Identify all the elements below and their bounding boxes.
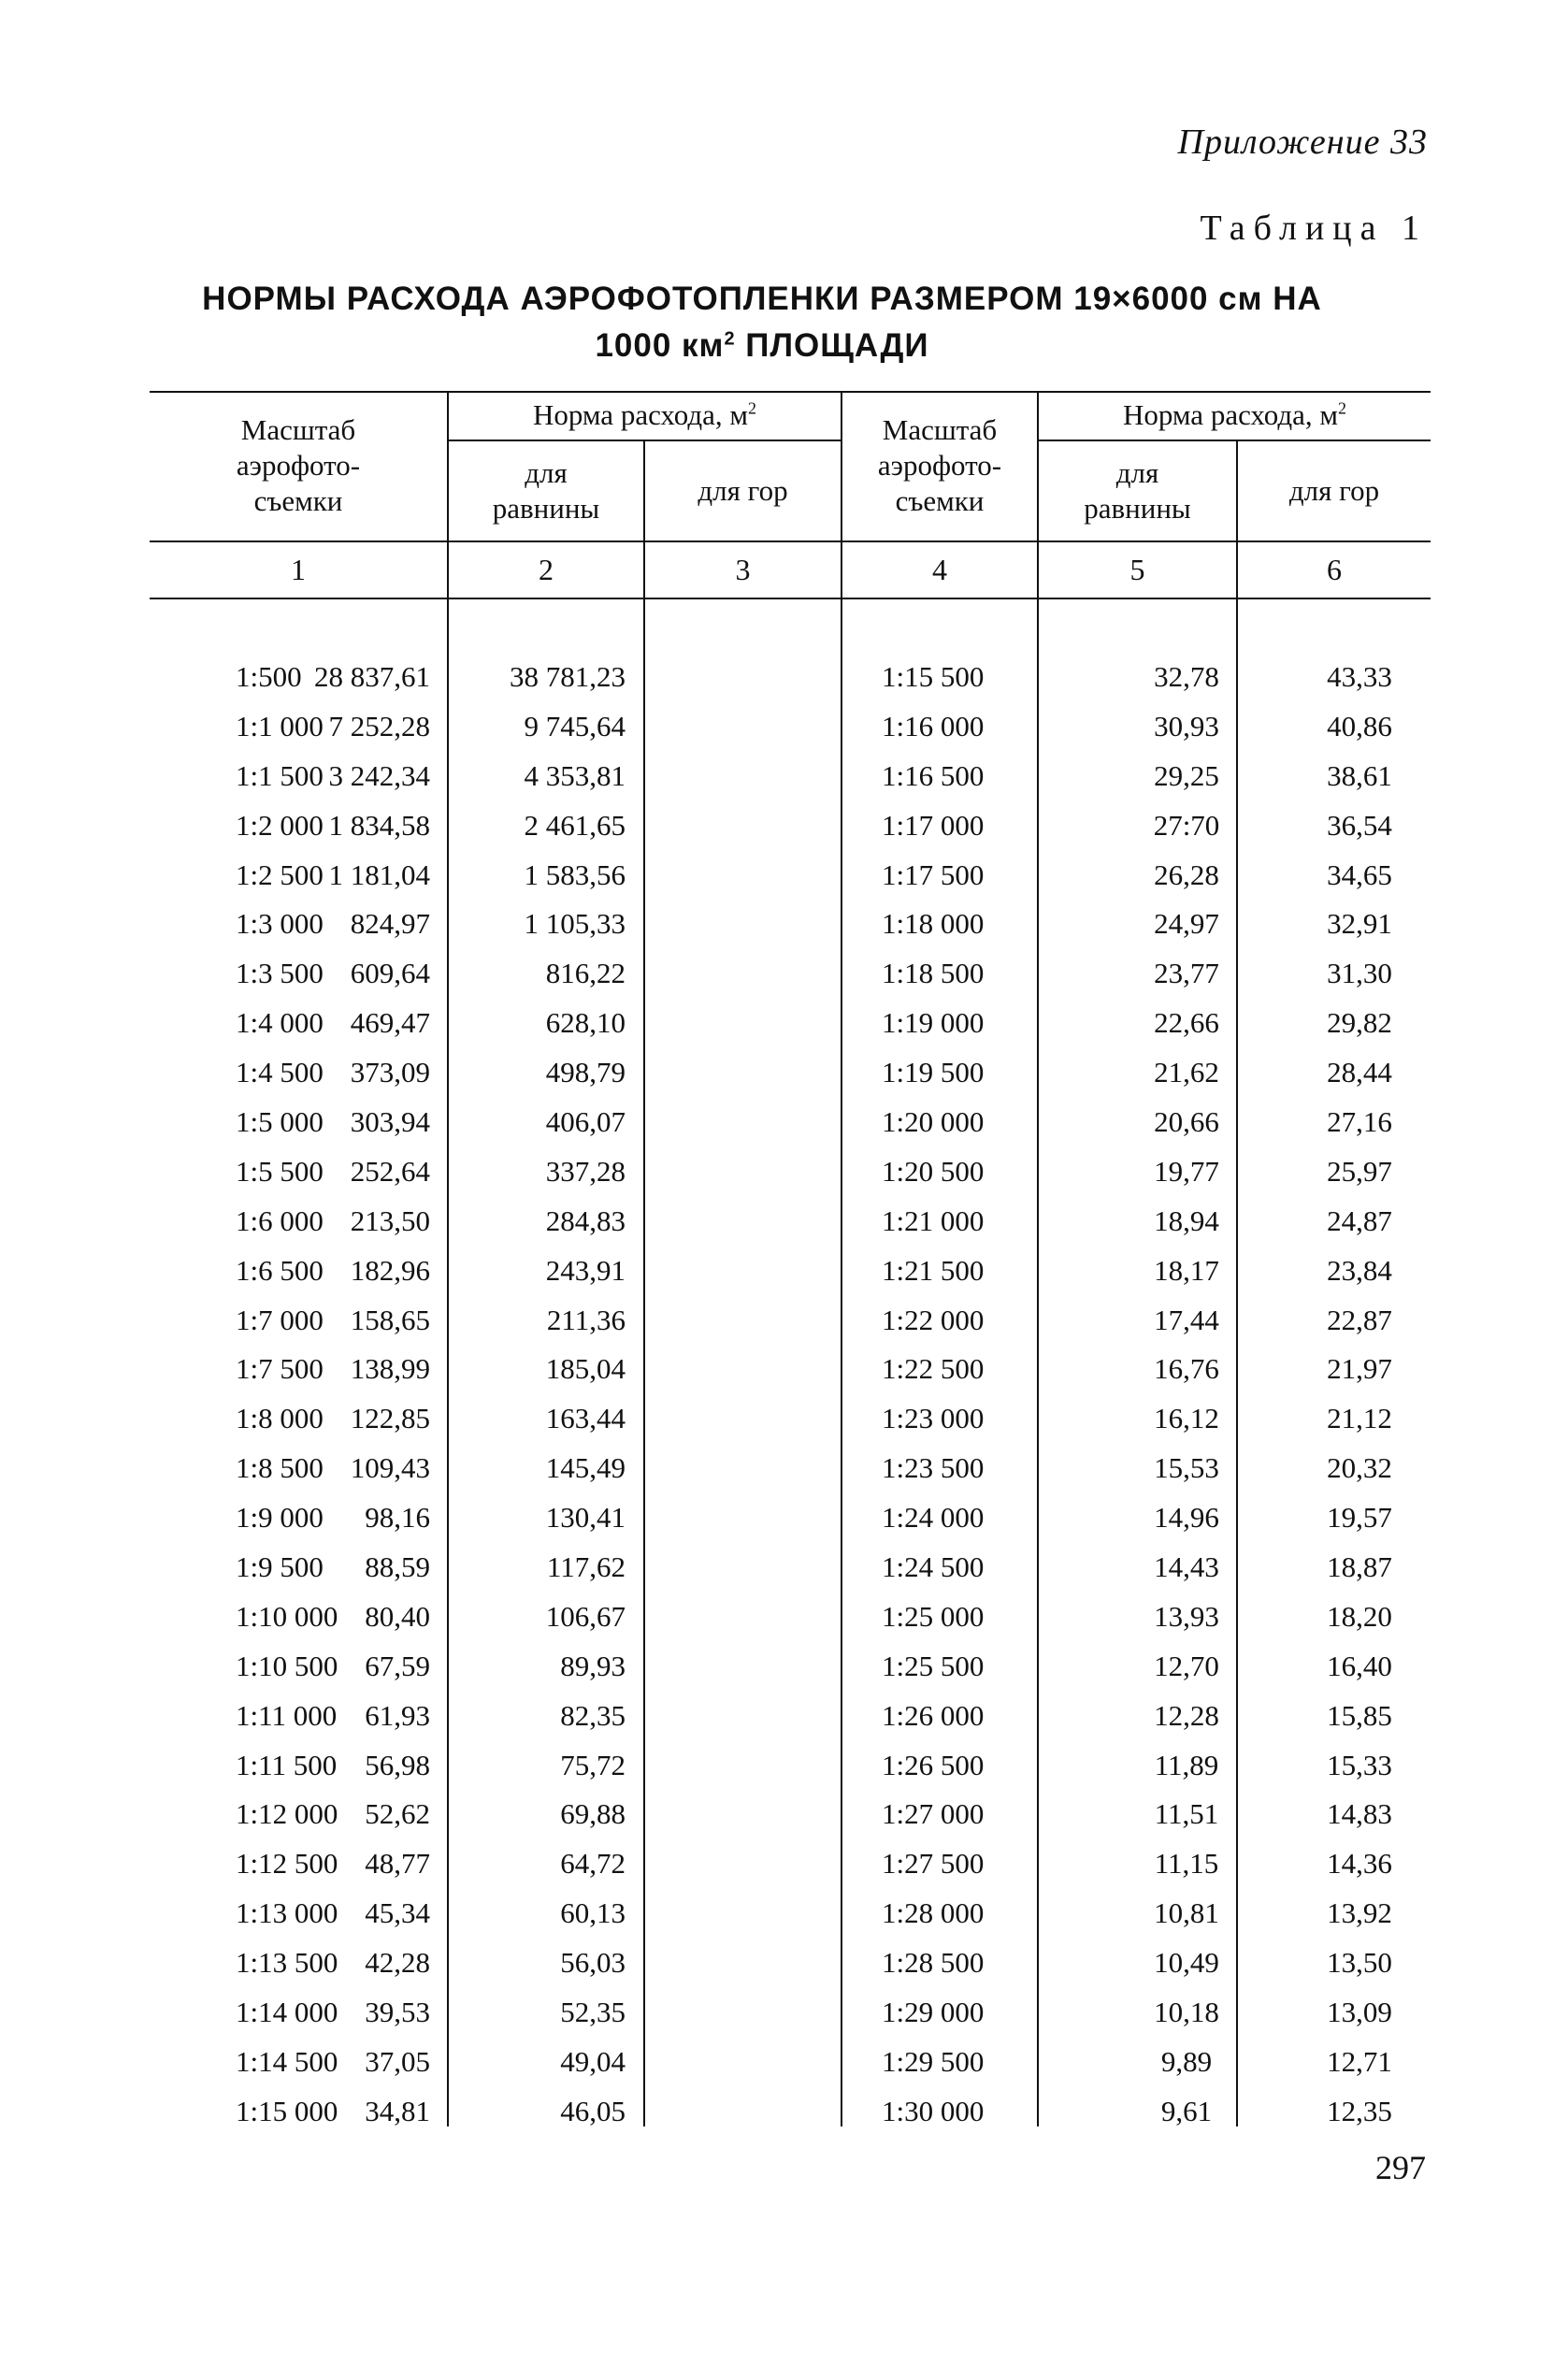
scale-left-cell: 1:9 000 bbox=[236, 1501, 324, 1535]
plains-right-cell: 10,81 bbox=[1154, 1896, 1219, 1930]
scale-right-cell: 1:28 500 bbox=[882, 1946, 985, 1980]
scale-header-line-1: Масштаб bbox=[240, 413, 356, 446]
scale-header-line-2: аэрофото- bbox=[236, 449, 361, 482]
plains-left-cell: 39,53 bbox=[365, 1996, 430, 2029]
mountains-right-cell: 25,97 bbox=[1327, 1154, 1392, 1188]
scale-right-cell: 1:20 500 bbox=[882, 1154, 985, 1188]
plains-right-cell: 9,61 bbox=[1160, 2094, 1213, 2127]
scale-left-cell: 1:14 500 bbox=[236, 2044, 338, 2078]
plains-left-cell: 80,40 bbox=[365, 1599, 430, 1633]
table-row bbox=[150, 1197, 1431, 1247]
mountains-right-cell: 19,57 bbox=[1327, 1501, 1392, 1535]
scale-header-line-2: аэрофото- bbox=[877, 449, 1002, 482]
mountains-right-cell: 15,33 bbox=[1327, 1748, 1392, 1781]
plains-right-cell: 22,66 bbox=[1154, 1006, 1219, 1040]
scale-right-cell: 1:17 500 bbox=[882, 858, 985, 891]
mountains-right-cell: 14,83 bbox=[1327, 1797, 1392, 1831]
table-row bbox=[150, 1543, 1431, 1593]
mountains-right-cell: 14,36 bbox=[1327, 1847, 1392, 1881]
plains-right-cell: 23,77 bbox=[1154, 957, 1219, 990]
mountains-header-text: для гор bbox=[698, 474, 788, 507]
scale-right-cell: 1:20 000 bbox=[882, 1105, 985, 1139]
scale-left-cell: 1:6 500 bbox=[236, 1253, 324, 1287]
mountains-left-cell: 2 461,65 bbox=[524, 808, 626, 842]
table-title bbox=[150, 276, 1374, 369]
table-row bbox=[150, 1247, 1431, 1296]
plains-right-cell: 21,62 bbox=[1154, 1056, 1219, 1089]
mountains-right-cell: 20,32 bbox=[1327, 1451, 1392, 1485]
table-row bbox=[150, 1692, 1431, 1741]
plains-right-cell: 14,43 bbox=[1154, 1550, 1219, 1584]
mountains-left-cell: 498,79 bbox=[545, 1056, 626, 1089]
mountains-right-cell: 16,40 bbox=[1327, 1649, 1392, 1682]
scale-right-cell: 1:30 000 bbox=[882, 2094, 985, 2127]
mountains-right-cell: 18,20 bbox=[1327, 1599, 1392, 1633]
scale-left-cell: 1:2 500 bbox=[236, 858, 324, 891]
table-row bbox=[150, 1988, 1431, 2038]
scale-right-cell: 1:25 000 bbox=[882, 1599, 985, 1633]
mountains-right-cell: 21,97 bbox=[1327, 1352, 1392, 1386]
mountains-right-cell: 13,92 bbox=[1327, 1896, 1392, 1930]
norm-header-text: Норма расхода, м bbox=[1122, 398, 1339, 431]
scale-left-cell: 1:10 000 bbox=[236, 1599, 338, 1633]
scale-right-cell: 1:15 500 bbox=[882, 660, 985, 693]
mountains-left-cell: 130,41 bbox=[545, 1501, 626, 1535]
plains-right-cell: 13,93 bbox=[1154, 1599, 1219, 1633]
title-line-2 bbox=[150, 323, 1374, 369]
title-line-2-post: ПЛОЩАДИ bbox=[735, 327, 929, 364]
column-number-1: 1 bbox=[291, 553, 306, 586]
scale-right-cell: 1:21 000 bbox=[882, 1204, 985, 1237]
plains-right-cell: 14,96 bbox=[1154, 1501, 1219, 1535]
table-row bbox=[150, 1147, 1431, 1197]
plains-left-cell: 182,96 bbox=[350, 1253, 430, 1287]
scale-right-cell: 1:22 000 bbox=[882, 1303, 985, 1336]
plains-right-cell: 12,70 bbox=[1154, 1649, 1219, 1682]
mountains-left-cell: 9 745,64 bbox=[524, 709, 626, 742]
mountains-right-cell: 21,12 bbox=[1327, 1402, 1392, 1435]
plains-right-cell: 30,93 bbox=[1154, 709, 1219, 742]
plains-header-line-1: для bbox=[525, 456, 568, 489]
scale-right-cell: 1:27 000 bbox=[882, 1797, 985, 1831]
mountains-left-cell: 117,62 bbox=[546, 1550, 626, 1584]
column-number-4: 4 bbox=[932, 553, 947, 586]
mountains-right-cell: 34,65 bbox=[1327, 858, 1392, 891]
plains-left-cell: 469,47 bbox=[350, 1006, 430, 1040]
plains-left-cell: 109,43 bbox=[350, 1451, 430, 1485]
mountains-left-cell: 38 781,23 bbox=[510, 660, 626, 693]
plains-right-cell: 11,15 bbox=[1154, 1847, 1219, 1881]
scale-left-cell: 1:1 500 bbox=[236, 758, 324, 792]
plains-right-cell: 18,17 bbox=[1154, 1253, 1219, 1287]
scale-right-cell: 1:17 000 bbox=[882, 808, 985, 842]
mountains-left-cell: 185,04 bbox=[545, 1352, 626, 1386]
mountains-left-cell: 243,91 bbox=[545, 1253, 626, 1287]
mountains-right-cell: 24,87 bbox=[1327, 1204, 1392, 1237]
mountains-left-cell: 406,07 bbox=[545, 1105, 626, 1139]
plains-left-cell: 213,50 bbox=[350, 1204, 430, 1237]
column-number-5: 5 bbox=[1129, 553, 1145, 586]
plains-left-cell: 88,59 bbox=[365, 1550, 430, 1584]
table-row bbox=[150, 1790, 1431, 1839]
mountains-right-cell: 43,33 bbox=[1327, 660, 1392, 693]
table-row bbox=[150, 1098, 1431, 1147]
scale-left-cell: 1:500 bbox=[236, 660, 302, 693]
mountains-right-cell: 32,91 bbox=[1327, 907, 1392, 941]
header-mountains-right bbox=[1238, 441, 1431, 541]
scale-left-cell: 1:11 000 bbox=[236, 1698, 338, 1732]
mountains-right-cell: 29,82 bbox=[1327, 1006, 1392, 1040]
scale-left-cell: 1:12 500 bbox=[236, 1847, 338, 1881]
table-body bbox=[150, 599, 1431, 2126]
plains-left-cell: 48,77 bbox=[365, 1847, 430, 1881]
mountains-left-cell: 75,72 bbox=[560, 1748, 626, 1781]
table-row bbox=[150, 1593, 1431, 1642]
scale-left-cell: 1:2 000 bbox=[236, 808, 324, 842]
scale-left-cell: 1:9 500 bbox=[236, 1550, 324, 1584]
mountains-right-cell: 22,87 bbox=[1327, 1303, 1392, 1336]
column-number-6: 6 bbox=[1327, 553, 1342, 586]
table-row bbox=[150, 1889, 1431, 1939]
table-row bbox=[150, 1296, 1431, 1346]
scale-right-cell: 1:19 000 bbox=[882, 1006, 985, 1040]
scale-left-cell: 1:14 000 bbox=[236, 1996, 338, 2029]
mountains-left-cell: 4 353,81 bbox=[524, 758, 626, 792]
scale-left-cell: 1:15 000 bbox=[236, 2094, 338, 2127]
scale-left-cell: 1:3 000 bbox=[236, 907, 324, 941]
header-mountains-left bbox=[645, 441, 841, 541]
mountains-left-cell: 46,05 bbox=[560, 2094, 626, 2127]
table-header bbox=[150, 391, 1431, 599]
mountains-right-cell: 13,50 bbox=[1327, 1946, 1392, 1980]
table-row bbox=[150, 752, 1431, 801]
mountains-right-cell: 27,16 bbox=[1327, 1105, 1392, 1139]
plains-right-cell: 16,12 bbox=[1154, 1402, 1219, 1435]
mountains-header-text: для гор bbox=[1288, 474, 1380, 507]
table-row bbox=[150, 2038, 1431, 2087]
header-scale-right bbox=[842, 391, 1037, 541]
scale-right-cell: 1:16 000 bbox=[882, 709, 985, 742]
scale-left-cell: 1:5 000 bbox=[236, 1105, 324, 1139]
scale-left-cell: 1:10 500 bbox=[236, 1649, 338, 1682]
scale-left-cell: 1:8 500 bbox=[236, 1451, 324, 1485]
scale-left-cell: 1:12 000 bbox=[236, 1797, 338, 1831]
mountains-left-cell: 1 105,33 bbox=[524, 907, 626, 941]
scale-right-cell: 1:18 500 bbox=[882, 957, 985, 990]
plains-right-cell: 20,66 bbox=[1154, 1105, 1219, 1139]
scale-right-cell: 1:16 500 bbox=[882, 758, 985, 792]
page-number: 297 bbox=[1375, 2149, 1426, 2186]
mountains-left-cell: 337,28 bbox=[545, 1154, 626, 1188]
plains-right-cell: 16,76 bbox=[1154, 1352, 1219, 1386]
mountains-left-cell: 628,10 bbox=[545, 1006, 626, 1040]
table-row bbox=[150, 801, 1431, 851]
plains-right-cell: 17,44 bbox=[1154, 1303, 1219, 1336]
table-row bbox=[150, 1642, 1431, 1692]
plains-left-cell: 42,28 bbox=[365, 1946, 430, 1980]
scale-left-cell: 1:5 500 bbox=[236, 1154, 324, 1188]
scale-right-cell: 1:19 500 bbox=[882, 1056, 985, 1089]
plains-header-line-2: равнины bbox=[1084, 492, 1191, 525]
table-row bbox=[150, 653, 1431, 702]
plains-right-cell: 18,94 bbox=[1154, 1204, 1219, 1237]
column-number-3: 3 bbox=[735, 553, 751, 586]
table-row bbox=[150, 900, 1431, 949]
mountains-left-cell: 56,03 bbox=[560, 1946, 626, 1980]
scale-left-cell: 1:3 500 bbox=[236, 957, 324, 990]
norm-header-sup: 2 bbox=[748, 398, 757, 418]
plains-left-cell: 37,05 bbox=[365, 2044, 430, 2078]
table-row bbox=[150, 851, 1431, 901]
scale-left-cell: 1:7 500 bbox=[236, 1352, 324, 1386]
table-row bbox=[150, 1493, 1431, 1543]
scale-right-cell: 1:21 500 bbox=[882, 1253, 985, 1287]
title-line-1: НОРМЫ РАСХОДА АЭРОФОТОПЛЕНКИ РАЗМЕРОМ 19×6000 см НА bbox=[202, 281, 1322, 317]
table-row bbox=[150, 999, 1431, 1048]
norms-table bbox=[150, 391, 1431, 2126]
header-norm-left bbox=[449, 391, 841, 440]
norm-header-text: Норма расхода, м bbox=[532, 398, 749, 431]
table-row bbox=[150, 1839, 1431, 1889]
scale-right-cell: 1:29 000 bbox=[882, 1996, 985, 2029]
plains-left-cell: 1 181,04 bbox=[328, 858, 430, 891]
column-number-2: 2 bbox=[539, 553, 554, 586]
mountains-left-cell: 145,49 bbox=[545, 1451, 626, 1485]
plains-right-cell: 24,97 bbox=[1154, 907, 1219, 941]
header-plains-right bbox=[1039, 441, 1236, 541]
plains-left-cell: 1 834,58 bbox=[328, 808, 430, 842]
mountains-right-cell: 15,85 bbox=[1327, 1698, 1392, 1732]
scale-right-cell: 1:23 000 bbox=[882, 1402, 985, 1435]
scale-right-cell: 1:29 500 bbox=[882, 2044, 985, 2078]
plains-left-cell: 98,16 bbox=[365, 1501, 430, 1535]
scale-left-cell: 1:6 000 bbox=[236, 1204, 324, 1237]
table-row bbox=[150, 949, 1431, 999]
mountains-left-cell: 60,13 bbox=[560, 1896, 626, 1930]
plains-right-cell: 19,77 bbox=[1154, 1154, 1219, 1188]
mountains-left-cell: 89,93 bbox=[560, 1649, 626, 1682]
mountains-right-cell: 12,71 bbox=[1327, 2044, 1392, 2078]
scale-left-cell: 1:7 000 bbox=[236, 1303, 324, 1336]
mountains-left-cell: 211,36 bbox=[546, 1303, 626, 1336]
plains-right-cell: 12,28 bbox=[1154, 1698, 1219, 1732]
table-row bbox=[150, 2087, 1431, 2137]
scale-header-line-3: съемки bbox=[895, 484, 985, 517]
plains-left-cell: 3 242,34 bbox=[328, 758, 430, 792]
mountains-right-cell: 31,30 bbox=[1327, 957, 1392, 990]
plains-left-cell: 34,81 bbox=[365, 2094, 430, 2127]
plains-left-cell: 122,85 bbox=[350, 1402, 430, 1435]
scale-header-line-1: Масштаб bbox=[882, 413, 998, 446]
plains-left-cell: 67,59 bbox=[365, 1649, 430, 1682]
scale-right-cell: 1:28 000 bbox=[882, 1896, 985, 1930]
plains-right-cell: 10,18 bbox=[1154, 1996, 1219, 2029]
mountains-right-cell: 23,84 bbox=[1327, 1253, 1392, 1287]
mountains-left-cell: 816,22 bbox=[545, 957, 626, 990]
plains-right-cell: 26,28 bbox=[1154, 858, 1219, 891]
table-rows bbox=[150, 653, 1431, 2137]
mountains-left-cell: 284,83 bbox=[545, 1204, 626, 1237]
table-row bbox=[150, 1444, 1431, 1493]
table-row bbox=[150, 1741, 1431, 1791]
appendix-label: Приложение 33 bbox=[1177, 123, 1428, 162]
plains-left-cell: 7 252,28 bbox=[328, 709, 430, 742]
plains-left-cell: 138,99 bbox=[350, 1352, 430, 1386]
mountains-left-cell: 52,35 bbox=[560, 1996, 626, 2029]
header-plains-left bbox=[449, 441, 643, 541]
mountains-left-cell: 49,04 bbox=[560, 2044, 626, 2078]
scale-right-cell: 1:27 500 bbox=[882, 1847, 985, 1881]
mountains-right-cell: 36,54 bbox=[1327, 808, 1392, 842]
mountains-right-cell: 18,87 bbox=[1327, 1550, 1392, 1584]
title-line-2-pre: 1000 км bbox=[595, 327, 725, 364]
title-line-2-sup: 2 bbox=[724, 328, 736, 350]
table-row bbox=[150, 1939, 1431, 1988]
plains-right-cell: 29,25 bbox=[1154, 758, 1219, 792]
scale-right-cell: 1:26 500 bbox=[882, 1748, 985, 1781]
plains-left-cell: 824,97 bbox=[350, 907, 430, 941]
norm-header-sup: 2 bbox=[1338, 398, 1347, 418]
plains-left-cell: 609,64 bbox=[350, 957, 430, 990]
table-row bbox=[150, 702, 1431, 752]
mountains-left-cell: 82,35 bbox=[560, 1698, 626, 1732]
plains-left-cell: 28 837,61 bbox=[314, 660, 430, 693]
scale-right-cell: 1:24 500 bbox=[882, 1550, 985, 1584]
scale-right-cell: 1:26 000 bbox=[882, 1698, 985, 1732]
mountains-right-cell: 13,09 bbox=[1327, 1996, 1392, 2029]
plains-right-cell: 27:70 bbox=[1153, 808, 1220, 842]
mountains-left-cell: 64,72 bbox=[560, 1847, 626, 1881]
table-row bbox=[150, 1394, 1431, 1444]
plains-right-cell: 15,53 bbox=[1154, 1451, 1219, 1485]
plains-left-cell: 158,65 bbox=[350, 1303, 430, 1336]
mountains-left-cell: 163,44 bbox=[545, 1402, 626, 1435]
scale-left-cell: 1:11 500 bbox=[236, 1748, 338, 1781]
scale-left-cell: 1:13 500 bbox=[236, 1946, 338, 1980]
scale-right-cell: 1:23 500 bbox=[882, 1451, 985, 1485]
table-row bbox=[150, 1345, 1431, 1394]
plains-left-cell: 252,64 bbox=[350, 1154, 430, 1188]
plains-header-line-2: равнины bbox=[492, 492, 600, 525]
plains-right-cell: 11,51 bbox=[1154, 1797, 1219, 1831]
plains-left-cell: 373,09 bbox=[350, 1056, 430, 1089]
scale-left-cell: 1:8 000 bbox=[236, 1402, 324, 1435]
table-row bbox=[150, 1048, 1431, 1098]
scale-header-line-3: съемки bbox=[253, 484, 343, 517]
mountains-left-cell: 1 583,56 bbox=[524, 858, 626, 891]
scale-right-cell: 1:22 500 bbox=[882, 1352, 985, 1386]
table-number-label: Таблица 1 bbox=[1200, 209, 1428, 248]
plains-left-cell: 56,98 bbox=[365, 1748, 430, 1781]
scale-left-cell: 1:13 000 bbox=[236, 1896, 338, 1930]
mountains-left-cell: 69,88 bbox=[560, 1797, 626, 1831]
scale-left-cell: 1:1 000 bbox=[236, 709, 324, 742]
scale-left-cell: 1:4 000 bbox=[236, 1006, 324, 1040]
plains-left-cell: 45,34 bbox=[365, 1896, 430, 1930]
plains-right-cell: 9,89 bbox=[1160, 2044, 1213, 2078]
header-scale-left bbox=[150, 391, 447, 541]
scale-right-cell: 1:25 500 bbox=[882, 1649, 985, 1682]
scale-right-cell: 1:24 000 bbox=[882, 1501, 985, 1535]
header-norm-right bbox=[1039, 391, 1431, 440]
mountains-right-cell: 40,86 bbox=[1327, 709, 1392, 742]
scale-left-cell: 1:4 500 bbox=[236, 1056, 324, 1089]
mountains-right-cell: 12,35 bbox=[1327, 2094, 1392, 2127]
mountains-right-cell: 28,44 bbox=[1327, 1056, 1392, 1089]
scale-right-cell: 1:18 000 bbox=[882, 907, 985, 941]
plains-left-cell: 303,94 bbox=[350, 1105, 430, 1139]
plains-right-cell: 32,78 bbox=[1154, 660, 1219, 693]
mountains-left-cell: 106,67 bbox=[545, 1599, 626, 1633]
plains-right-cell: 10,49 bbox=[1154, 1946, 1219, 1980]
plains-right-cell: 11,89 bbox=[1154, 1748, 1219, 1781]
mountains-right-cell: 38,61 bbox=[1327, 758, 1392, 792]
plains-header-line-1: для bbox=[1115, 456, 1159, 489]
plains-left-cell: 61,93 bbox=[365, 1698, 430, 1732]
plains-left-cell: 52,62 bbox=[365, 1797, 430, 1831]
